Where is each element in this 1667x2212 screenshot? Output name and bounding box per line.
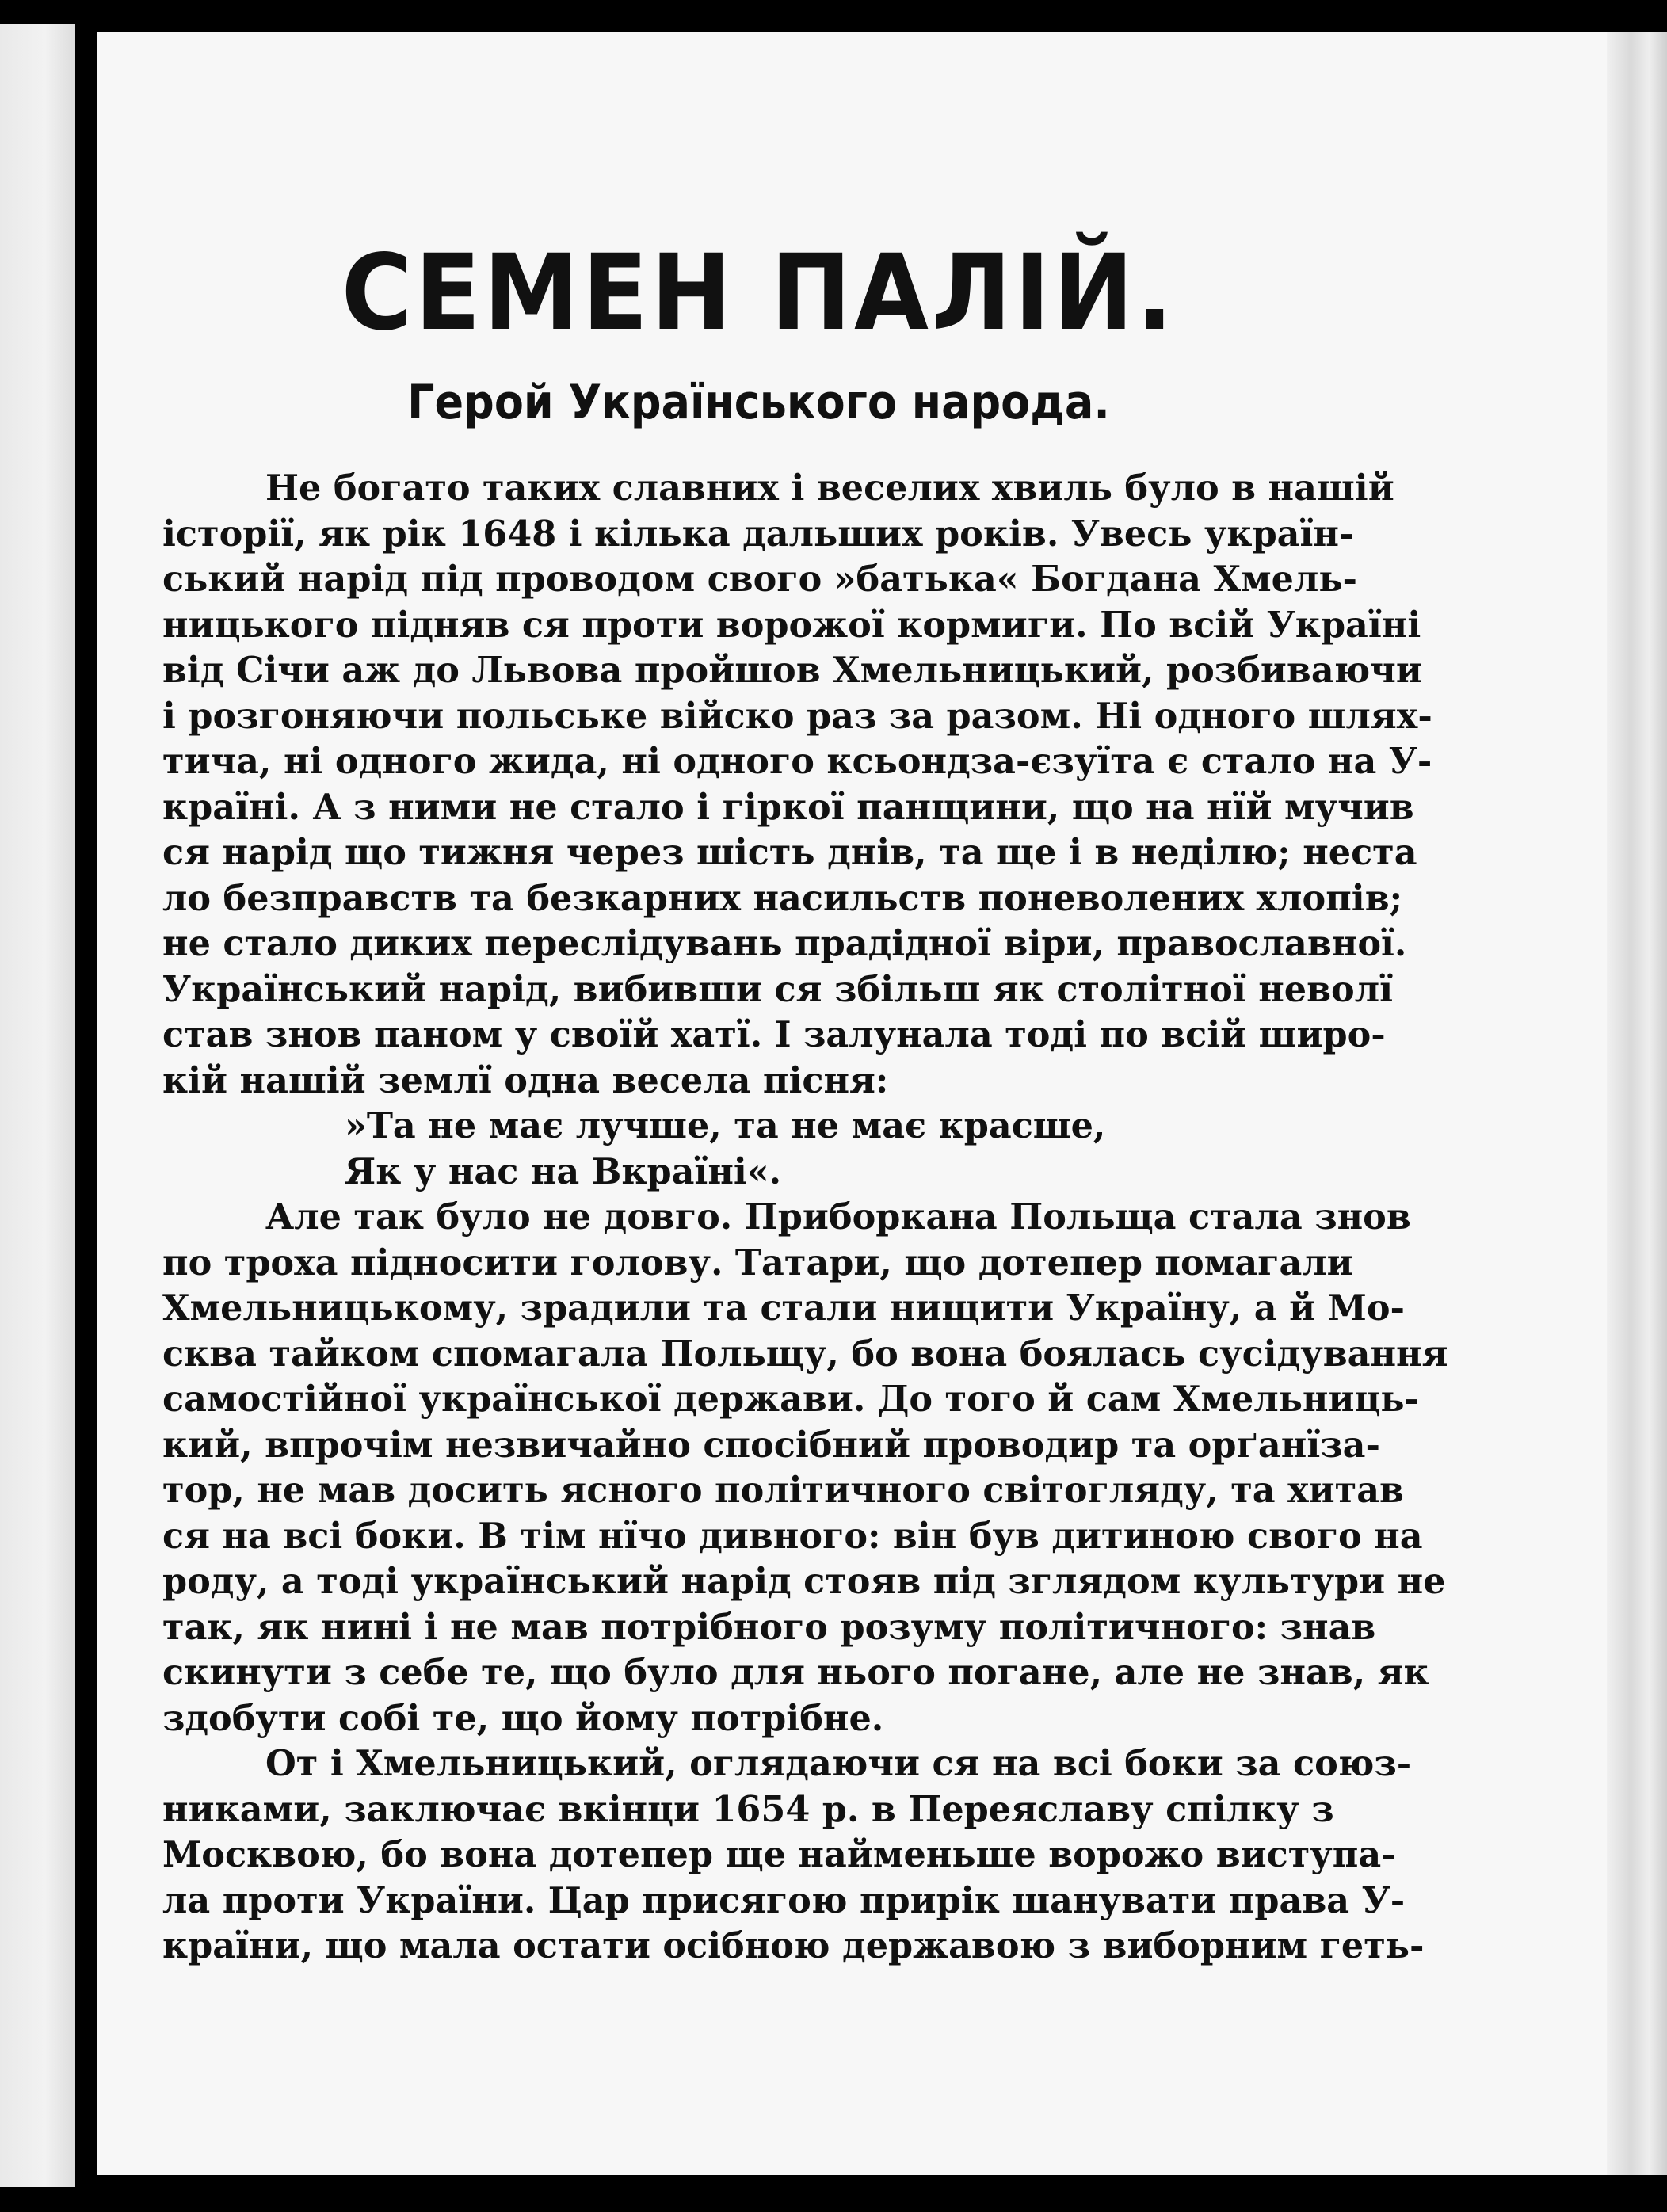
text-line: кій нашій землї одна весела пісня: [162,1059,889,1101]
text-line: роду, а тоді український нарід стояв під зглядом культури не [162,1561,1446,1602]
text-line: по троха підносити голову. Татари, що дотепер помагали [162,1241,1353,1283]
text-line: сква тайком спомагала Польщу, бо вона боялась сусідування [162,1333,1448,1375]
text-line: Москвою, бо вона дотепер ще найменьше ворожо виступа- [162,1834,1396,1875]
text-line: никами, заключає вкінци 1654 р. в Переяславу спілку з [162,1788,1334,1830]
text-line: тича, ні одного жида, ні одного ксьондза-єзуїта є стало на У- [162,741,1432,782]
text-line: Не богато таких славних і веселих хвиль було в нашій [265,467,1394,509]
text-line: Але так було не довго. Приборкана Польща стала знов [265,1196,1411,1238]
text-line: кий, впрочім незвичайно спосібний проводир та орґанїза- [162,1424,1380,1466]
text-line: тор, не мав досить ясного політичного світогляду, та хитав [162,1470,1404,1511]
text-line: От і Хмельницький, оглядаючи ся на всі боки за союз- [265,1743,1412,1784]
text-line: ла проти України. Цар присягою прирік шанувати права У- [162,1879,1406,1921]
text-line: став знов паном у своїй хатї. І залунала тоді по всій широ- [162,1014,1386,1055]
text-line: так, як нині і не мав потрібного розуму політичного: знав [162,1606,1376,1648]
text-line: Український нарід, вибивши ся збільш як столітної неволї [162,968,1394,1010]
text-line: ло безправств та безкарних насильств поневолених хлопів; [162,877,1403,919]
text-line: від Січи аж до Львова пройшов Хмельницький, розбиваючи [162,650,1422,691]
text-line: і розгоняючи польське війско раз за разом. Ні одного шлях- [162,695,1432,737]
article-title: СЕМЕН ПАЛІЙ. [341,232,1177,354]
text-line: Хмельницькому, зрадили та стали нищити Україну, а й Мо- [162,1287,1406,1329]
text-line: країни, що мала остати осібною державою з вибoрним геть- [162,1925,1425,1966]
text-line: ся на всі боки. В тім нїчо дивного: він був дитиною свого на [162,1515,1423,1557]
body-text [162,466,1448,1970]
verse-line: Як у нас на Вкраїні«. [345,1150,782,1192]
text-line: скинути з себе те, що було для нього погане, але не знав, як [162,1652,1429,1693]
binding-gutter [75,0,97,2212]
text-line: ський нарід під проводом свого »батька« Богдана Хмель- [162,559,1358,600]
text-line: ся нарід що тижня через шість днів, та ще і в неділю; неста [162,832,1417,873]
previous-page-edge [0,24,75,2187]
text-line: здобути собі те, що йому потрібне. [162,1697,884,1739]
text-line: ницького підняв ся проти ворожої кормиги. По всій Україні [162,604,1421,646]
article [162,230,1448,1970]
text-line: історії, як рік 1648 і кілька дальших років. Увесь україн- [162,513,1354,555]
verse-line: »Та не має лучше, та не має красше, [345,1105,1106,1146]
text-line: не стало диких переслідувань прадідної віри, православної. [162,923,1407,964]
article-subtitle: Герой Українського народа. [407,375,1110,430]
text-line: самостійної української держави. До того й сам Хмельниць- [162,1379,1420,1420]
text-line: країні. А з ними не стало і гіркої панщини, що на нїй мучив [162,786,1414,828]
page-stack-edge [1607,32,1667,2175]
